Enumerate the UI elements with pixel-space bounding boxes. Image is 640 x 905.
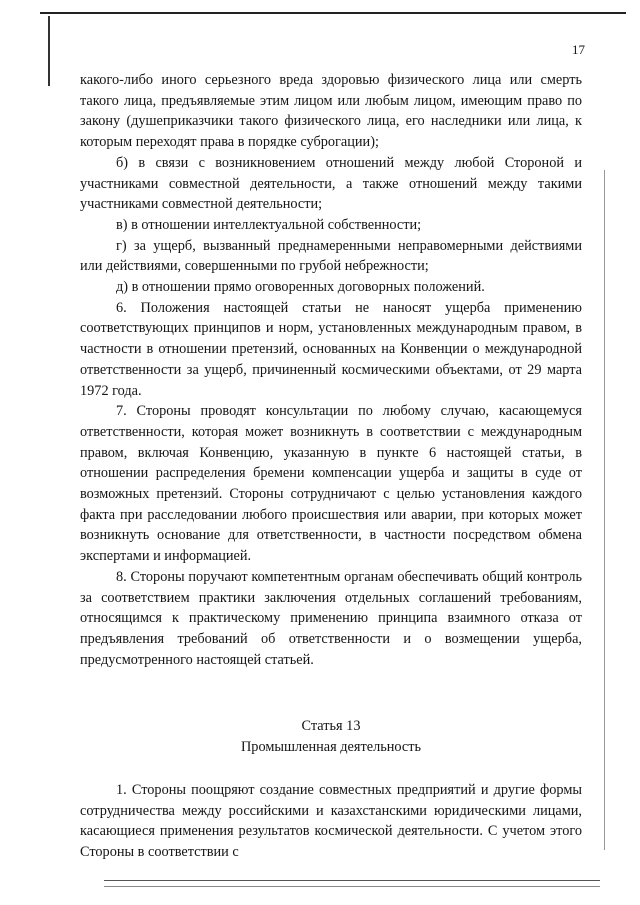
paragraph-item-g: г) за ущерб, вызванный преднамеренными неправомерными действиями или действиями, совершенными по грубой небрежности; — [80, 237, 582, 275]
paragraph-item-d: д) в отношении прямо оговоренных договорных положений. — [116, 279, 485, 296]
article-title: Промышленная деятельность — [240, 739, 421, 755]
paragraph-clause-7: 7. Стороны проводят консультации по любому случаю, касающемуся ответственности, которая может возникнуть в соответствии с международным правом, включая Конвенцию, указанную в пункте 6 настоящей статьи, в отношении распределения бремени компенсации ущерба и защиты в суде от возможных претензий. Стороны сотрудничают с целью установления каждого факта при расследовании любого происшествия или аварии, при которых может возникнуть основание для ответственности, в частности посредством обмена экспертами и информацией. — [80, 403, 582, 565]
article-number: Статья 13 — [301, 718, 361, 734]
paragraph-item-v: в) в отношении интеллектуальной собственности; — [116, 216, 422, 233]
page-bottom-border — [104, 880, 600, 881]
document-body — [80, 70, 582, 670]
page-right-border — [604, 170, 605, 850]
page-number: 17 — [572, 42, 585, 57]
paragraph-clause-8: 8. Стороны поручают компетентным органам обеспечивать общий контроль за соответствием практики заключения отдельных соглашений требованиям, относящимся к практическому применению принципа взаимного отказа от предъявления требований об ответственности и о возмещении ущерба, предусмотренного настоящей статьей. — [80, 568, 582, 668]
paragraph-continuation: какого-либо иного серьезного вреда здоровью физического лица или смерть такого лица, предъявляемые этим лицом или любым лицом, имеющим право по закону (душеприказчики такого физического лица, его наследники или лица, к которым переходят права в порядке суброгации); — [80, 72, 582, 151]
page-bottom-border-secondary — [104, 886, 600, 887]
page-top-border — [40, 12, 626, 14]
paragraph-clause-6: 6. Положения настоящей статьи не наносят ущерба применению соответствующих принципов и норм, установленных международным правом, в частности в отношении претензий, основанных на Конвенции о международной ответственности за ущерб, причиненный космическими объектами, от 29 марта 1972 года. — [80, 299, 582, 399]
page-left-border — [48, 16, 50, 86]
paragraph-article13-clause-1: 1. Стороны поощряют создание совместных предприятий и другие формы сотрудничества между российскими и казахстанскими юридическими лицами, касающиеся применения результатов космической деятельности. С учетом этого Стороны в соответствии с — [80, 782, 582, 861]
article-body — [80, 780, 582, 863]
paragraph-item-b: б) в связи с возникновением отношений между любой Стороной и участниками совместной деятельности, а также отношений между такими участниками совместной деятельности; — [80, 154, 582, 213]
